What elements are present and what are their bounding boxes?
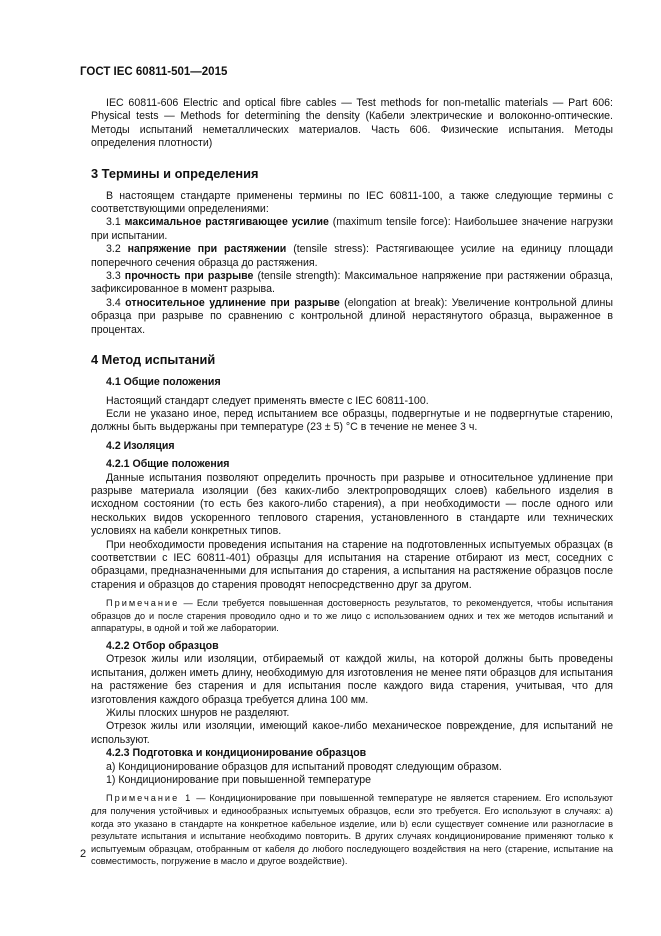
subsection-4-2-3-heading: 4.2.3 Подготовка и кондиционирование образцов (106, 747, 367, 760)
term-number: 3.3 (106, 270, 125, 283)
note-label: Примечание (106, 598, 180, 609)
subsection-4-2-2-heading: 4.2.2 Отбор образцов (106, 639, 219, 652)
term-number: 3.1 (106, 216, 125, 229)
subsection-4-1-heading: 4.1 Общие положения (106, 376, 221, 389)
paragraph-4-2-2-a: Отрезок жилы или изоляции, отбираемый от каждой жилы, на которой должны быть проведены испытания, должен иметь длину, необходимую для изготовления не менее пяти образцов для испытания на растяжение без старения и для испытания после каждого вида старения, учитывая, что для изготовления каждого образца требуется длина 100 мм. (91, 653, 613, 706)
term-3-4 (91, 297, 613, 337)
term-name: прочность при разрыве (124, 270, 254, 283)
note-label: Примечание 1 (106, 793, 193, 804)
term-3-2 (91, 243, 613, 270)
note-paragraph (91, 792, 613, 868)
paragraph-4-2-3-a: а) Кондиционирование образцов для испытаний проводят следующим образом. (106, 760, 502, 773)
document-body (91, 97, 613, 873)
paragraph-4-2-1-a: Данные испытания позволяют определить прочность при разрыве и относительное удлинение при разрыве материала изоляции (без каких-либо электропроводящих слоев) кабельного изделия в исходном состоянии (то есть без какого-либо старения), а при необходимости — после одного или нескольких видов ускоренного теплового старения, установленного в стандарте или технических условиях на кабели конкретных типов. (91, 471, 613, 538)
note-text: — Если требуется повышенная достоверность результатов, то рекомендуется, чтобы испытания образцов до и после старения проводило одно и то же лицо с использованием одних и тех же методов испытаний и аппаратуры, в одной и той же лаборатории. (91, 598, 613, 634)
term-3-1 (91, 216, 613, 243)
term-definition: (tensile stress): Растягивающее усилие на единицу площади поперечного сечения образца до растяжения. (91, 243, 613, 269)
subsection-4-2-heading: 4.2 Изоляция (106, 439, 175, 452)
paragraph-4-1-a: Настоящий стандарт следует применять вместе с IEC 60811-100. (106, 394, 429, 407)
section-3-heading: 3 Термины и определения (91, 165, 259, 181)
term-definition: (elongation at break): Увеличение контрольной длины образца при разрыве по сравнению с контрольной длиной нерастянутого образца, выраженное в процентах. (91, 296, 613, 336)
document-header: ГОСТ IEC 60811-501—2015 (80, 66, 228, 78)
term-definition: (tensile strength): Максимальное напряжение при растяжении образца, зафиксированное в момент разрыва. (91, 270, 613, 296)
section-3-intro: В настоящем стандарте применены термины по IEC 60811-100, а также следующие термины с соответствующими определениями: (91, 189, 613, 216)
paragraph-4-2-3-b: 1) Кондиционирование при повышенной температуре (106, 774, 372, 787)
term-name: относительное удлинение при разрыве (125, 296, 340, 309)
page-number: 2 (80, 848, 87, 860)
term-3-3 (91, 270, 613, 297)
subsection-4-2-1-heading: 4.2.1 Общие положения (106, 458, 230, 471)
term-name: напряжение при растяжении (127, 243, 287, 256)
section-4-heading: 4 Метод испытаний (91, 352, 216, 368)
paragraph-4-2-2-c: Отрезок жилы или изоляции, имеющий какое-либо механическое повреждение, для испытаний не используют. (91, 720, 613, 746)
note-text: — Кондиционирование при повышенной температуре не является старением. Его используют для получения устойчивых и единообразных испытуемых образцов, если это требуется. Его используют в случаях: а) когда это указано в стандарте на конкретное кабельное изделие, или b) если существует сомнение или разногласие в результате испытания и испытание необходимо повторить. В других случаях кондиционирование применяют только к испытуемым образцам, отобранным от кабеля до любого последующего воздействия на него (старение, испытание на совместимость, погружение в масло и другое воздействие). (91, 793, 614, 867)
term-definition: (maximum tensile force): Наибольшее значение нагрузки при испытании. (91, 216, 614, 242)
term-name: максимальное растягивающее усилие (124, 216, 329, 229)
term-number: 3.4 (106, 296, 126, 309)
paragraph-4-1-b: Если не указано иное, перед испытанием все образцы, подвергнутые и не подвергнутые старению, должны быть выдержаны при температуре (23 ± 5) °С в течение не менее 3 ч. (91, 407, 613, 434)
paragraph-4-2-2-b: Жилы плоских шнуров не разделяют. (106, 707, 290, 719)
term-number: 3.2 (106, 243, 128, 256)
note-paragraph (91, 597, 613, 635)
paragraph-4-2-1-b: При необходимости проведения испытания на старение на подготовленных испытуемых образцах (в соответствии с IEC 60811-401) образцы для испытания на старение отбирают из мест, соседних с образцами, предназначенными для испытания до старения, а испытания на растяжение образцов после старения и образцов до старения проводят непосредственно друг за другом. (91, 538, 613, 591)
normative-reference-paragraph: IEC 60811-606 Electric and optical fibre cables — Test methods for non-metallic materials — Part 606: Physical tests — Methods for determining the density (Кабели электрические и волоконно-оптические. Методы испытаний неметаллических материалов. Часть 606. Физические испытания. Методы определения плотности) (91, 97, 613, 150)
